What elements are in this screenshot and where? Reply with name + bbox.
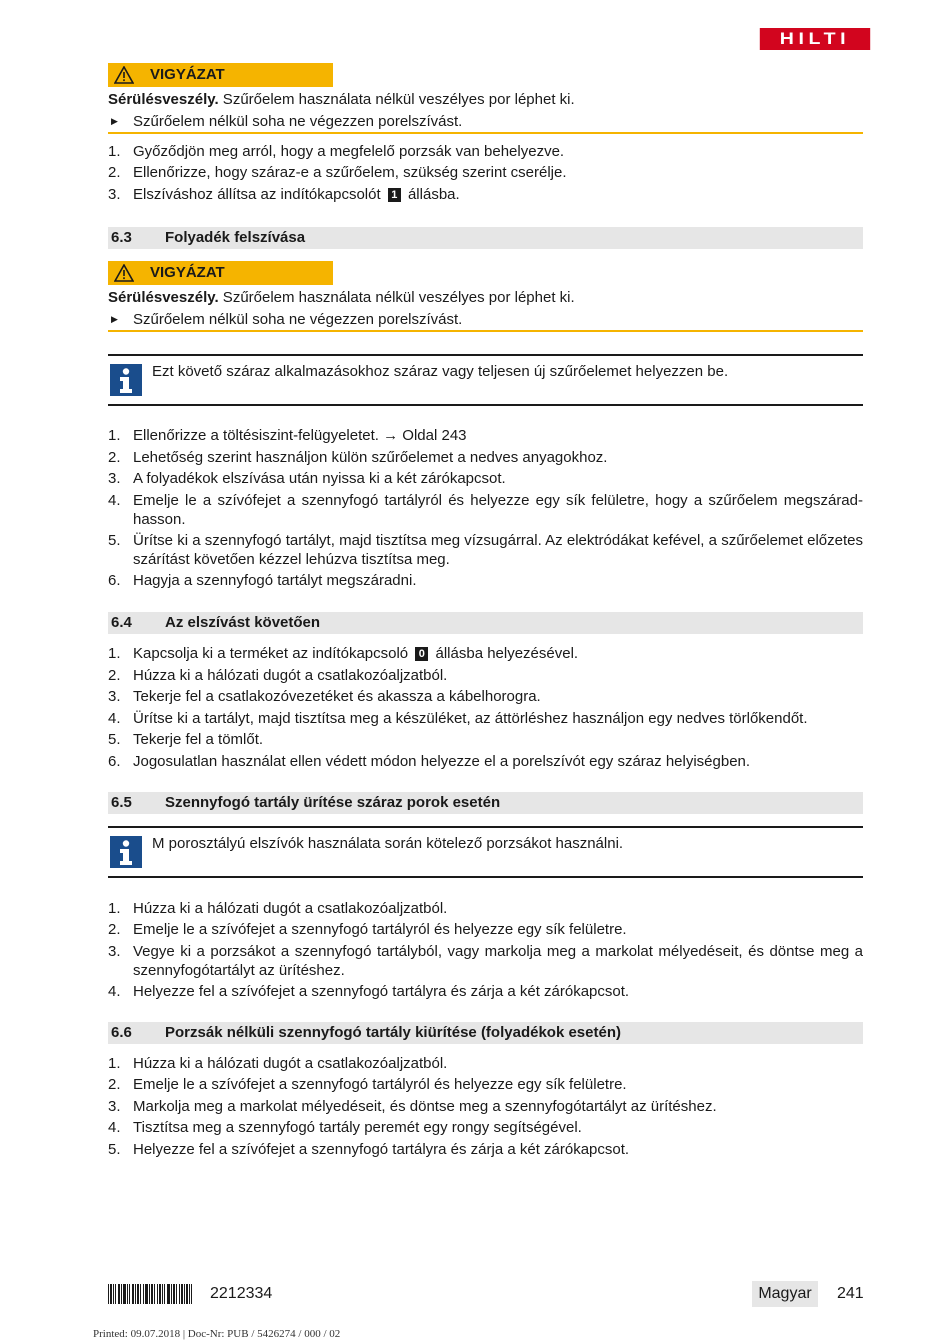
arrow-bullet-icon: ▶ [111, 116, 118, 126]
info-text: Ezt követő száraz alkalmazásokhoz száraz vagy teljesen új szűrőelemet helyezzen be. [152, 363, 729, 380]
barcode [108, 1284, 192, 1304]
hilti-logo: HILTI [760, 28, 870, 50]
section-heading-6-3: 6.3 Folyadék felszívása [108, 227, 863, 249]
switch-position-key: 0 [415, 647, 428, 661]
section-heading-6-6: 6.6 Porzsák nélküli szennyfogó tartály kiürítése (folyadékok esetén) [108, 1022, 863, 1044]
info-bottom-rule [108, 404, 863, 406]
info-icon [110, 836, 142, 868]
switch-position-key: 1 [388, 188, 401, 202]
info-icon [110, 364, 142, 396]
info-bottom-rule [108, 876, 863, 878]
print-info: Printed: 09.07.2018 | Doc-Nr: PUB / 5426274 / 000 / 02 [93, 1328, 341, 1340]
warning-divider [108, 330, 863, 332]
language-label: Magyar [752, 1281, 818, 1307]
warning-header [108, 63, 333, 87]
info-text: M porosztályú elszívók használata során kötelező porzsákot használni. [152, 835, 624, 852]
warning-label: VIGYÁZAT [150, 66, 225, 83]
section-heading-6-4: 6.4 Az elszívást követően [108, 612, 863, 634]
arrow-bullet-icon: ▶ [111, 314, 118, 324]
section-heading-6-5: 6.5 Szennyfogó tartály ürítése száraz porok esetén [108, 792, 863, 814]
warning-label: VIGYÁZAT [150, 264, 225, 281]
warning-icon [114, 66, 134, 84]
page-number: 241 [837, 1285, 864, 1302]
warning-text: Sérülésveszély. Szűrőelem használata nélkül veszélyes por léphet ki. [108, 289, 575, 306]
warning-header [108, 261, 333, 285]
info-top-rule [108, 826, 863, 828]
warning-divider [108, 132, 863, 134]
warning-icon [114, 264, 134, 282]
warning-text: Sérülésveszély. Szűrőelem használata nélkül veszélyes por léphet ki. [108, 91, 575, 108]
info-top-rule [108, 354, 863, 356]
document-number: 2212334 [210, 1285, 273, 1302]
